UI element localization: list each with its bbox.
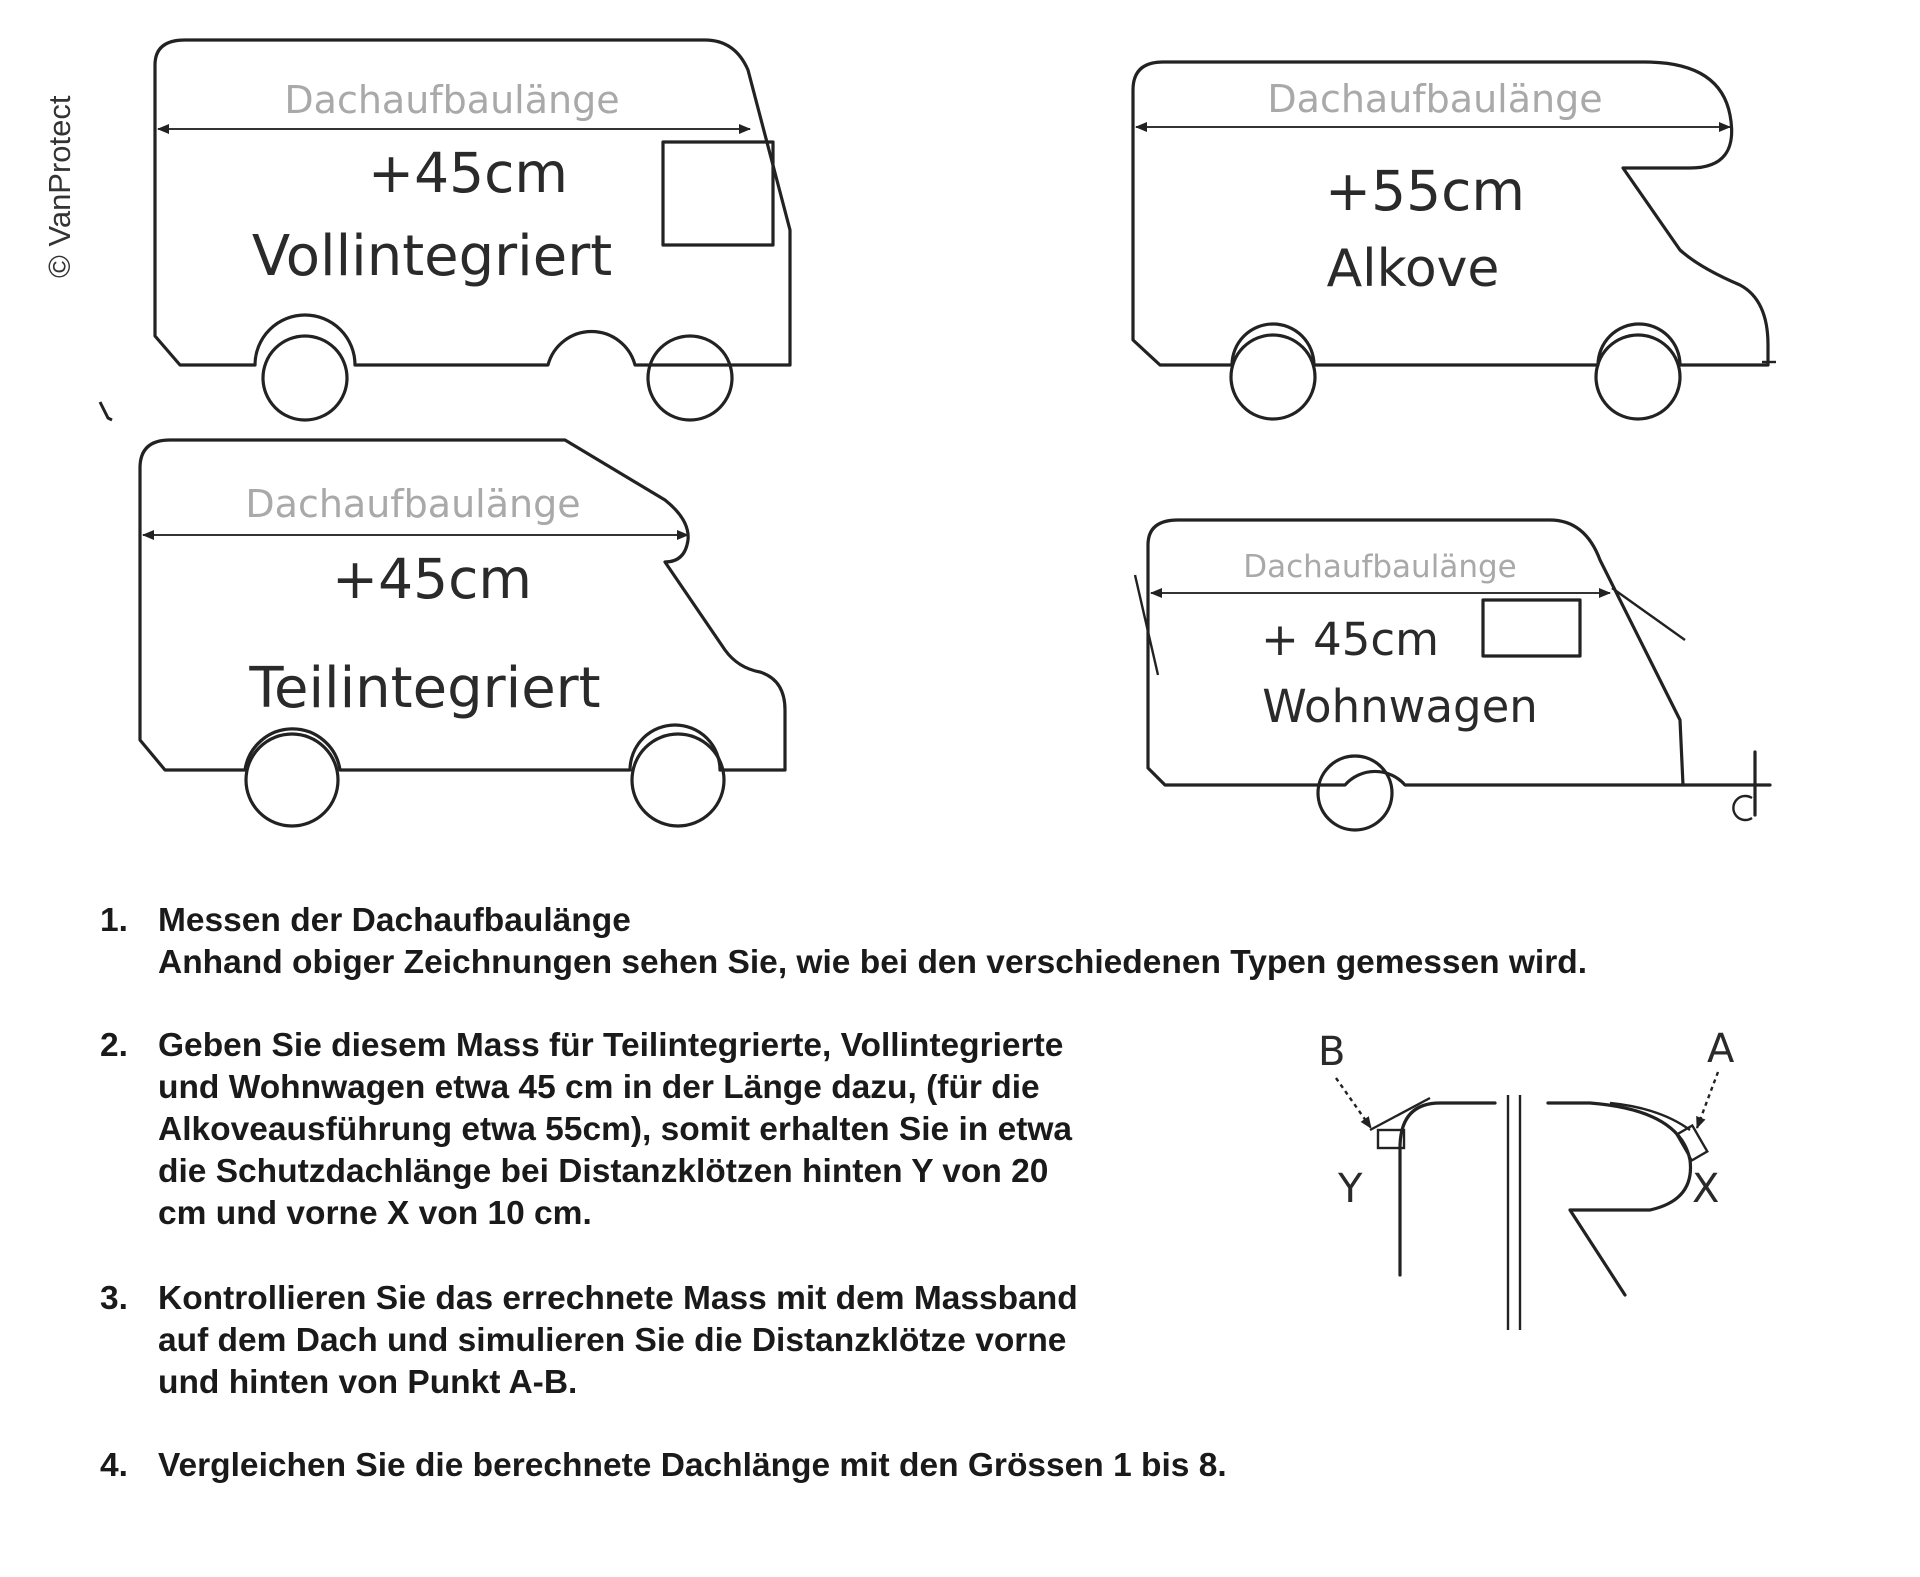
front-roof-edge bbox=[1548, 1103, 1691, 1295]
front-wheel bbox=[632, 734, 724, 826]
teilintegriert-name: Teilintegriert bbox=[249, 656, 601, 721]
windshield bbox=[663, 142, 773, 245]
spacer-detail-diagram bbox=[1318, 1026, 1735, 1330]
alkove-diagram bbox=[1133, 62, 1776, 419]
label-y: Y bbox=[1338, 1166, 1363, 1212]
rear-wheel bbox=[1231, 335, 1315, 419]
step-line: Messen der Dachaufbaulänge bbox=[158, 902, 631, 939]
alkove-name: Alkove bbox=[1326, 239, 1500, 299]
wheel bbox=[1318, 756, 1392, 830]
wohnwagen-diagram bbox=[1135, 520, 1770, 830]
step-line: die Schutzdachlänge bei Distanzklötzen hinten Y von 20 bbox=[158, 1153, 1049, 1190]
front-wheel bbox=[648, 336, 732, 420]
dimension-label: Dachaufbaulänge bbox=[1243, 549, 1517, 585]
window bbox=[1483, 600, 1580, 656]
step-line: auf dem Dach und simulieren Sie die Distanzklötze vorne bbox=[158, 1322, 1067, 1359]
teilintegriert-extra: +45cm bbox=[332, 547, 532, 611]
jockey-wheel bbox=[1733, 796, 1752, 820]
rear-wheel bbox=[246, 734, 338, 826]
teilintegriert-diagram bbox=[140, 440, 785, 826]
step-line: Anhand obiger Zeichnungen sehen Sie, wie bei den verschiedenen Typen gemessen wird. bbox=[158, 944, 1588, 981]
dimension-label: Dachaufbaulänge bbox=[1267, 77, 1603, 121]
step-number: 3. bbox=[100, 1280, 128, 1317]
step-number: 2. bbox=[100, 1027, 128, 1064]
step-number: 1. bbox=[100, 902, 128, 939]
label-x: X bbox=[1692, 1166, 1720, 1212]
stray-mark bbox=[100, 402, 112, 420]
vollintegriert-extra: +45cm bbox=[368, 141, 568, 205]
step-text bbox=[158, 1025, 1072, 1235]
dimension-label: Dachaufbaulänge bbox=[245, 482, 581, 526]
step-text bbox=[158, 1278, 1078, 1404]
step-line: Geben Sie diesem Mass für Teilintegrierte, Vollintegrierte bbox=[158, 1027, 1064, 1064]
front-spacer-block-x bbox=[1677, 1126, 1708, 1161]
step-line: und Wohnwagen etwa 45 cm in der Länge dazu, (für die bbox=[158, 1069, 1040, 1106]
dimension-label: Dachaufbaulänge bbox=[284, 78, 620, 122]
wohnwagen-extra: + 45cm bbox=[1261, 613, 1439, 666]
rear-spacer-line bbox=[1370, 1098, 1430, 1130]
copyright-text: © VanProtect bbox=[42, 95, 77, 278]
arrow-a bbox=[1697, 1072, 1718, 1128]
rear-roof-edge bbox=[1400, 1103, 1495, 1275]
step-line: Alkoveausführung etwa 55cm), somit erhalten Sie in etwa bbox=[158, 1111, 1073, 1148]
vollintegriert-name: Vollintegriert bbox=[251, 224, 613, 289]
step-line: Vergleichen Sie die berechnete Dachlänge mit den Grössen 1 bis 8. bbox=[158, 1447, 1227, 1484]
alkove-extra: +55cm bbox=[1325, 159, 1525, 223]
step-text bbox=[158, 1445, 1227, 1487]
front-wheel bbox=[1596, 335, 1680, 419]
arrow-b bbox=[1336, 1078, 1371, 1128]
vollintegriert-diagram bbox=[155, 40, 790, 420]
rear-wheel bbox=[263, 336, 347, 420]
label-a: A bbox=[1707, 1026, 1735, 1072]
label-b: B bbox=[1318, 1029, 1346, 1075]
step-line: cm und vorne X von 10 cm. bbox=[158, 1195, 592, 1232]
step-text bbox=[158, 900, 1587, 984]
front-panel-line bbox=[1612, 588, 1685, 640]
step-line: und hinten von Punkt A-B. bbox=[158, 1364, 578, 1401]
step-number: 4. bbox=[100, 1447, 128, 1484]
wohnwagen-name: Wohnwagen bbox=[1262, 680, 1538, 733]
step-line: Kontrollieren Sie das errechnete Mass mit dem Massband bbox=[158, 1280, 1078, 1317]
